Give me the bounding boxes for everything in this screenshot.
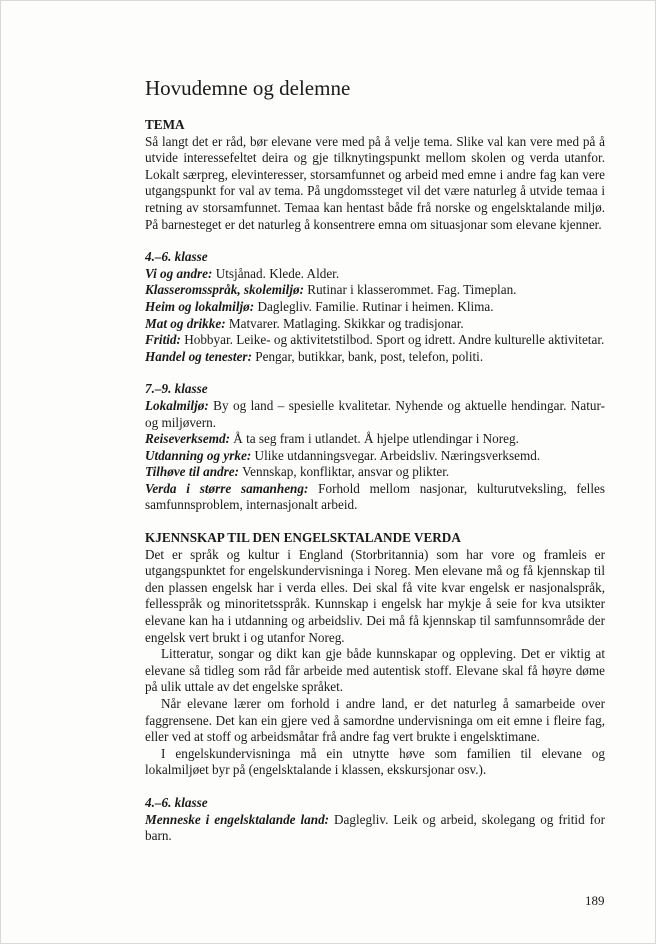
section-heading-tema: TEMA [145,117,185,132]
subheading-tema-4-6: 4.–6. klasse [145,249,208,265]
kjennskap-4-6-entry: Menneske i engelsktalande land: Daglegliv. Leik og arbeid, skolegang og fritid for barn. [145,811,605,844]
subheading-tema-7-9: 7.–9. klasse [145,381,208,397]
tema-4-6-entry: Fritid: Hobbyar. Leike- og aktivitetstilbod. Sport og idrett. Andre kulturelle aktivitetar. [145,332,605,348]
tema-7-9-entry: Reiseverksemd: Å ta seg fram i utlandet. Å hjelpe utlendingar i Noreg. [145,431,519,447]
tema-4-6-entry: Klasseromsspråk, skolemiljø: Rutinar i klasserommet. Fag. Timeplan. [145,282,517,298]
kjennskap-paragraph: Litteratur, songar og dikt kan gje både kunnskapar og oppleving. Det er viktig at elevane så tidleg som råd får arbeide med autentisk stoff. Elevane skal få høyre døme på ulik uttale av det engelske språket. [145,646,605,695]
subheading-kjennskap-4-6: 4.–6. klasse [145,794,208,810]
tema-4-6-entry: Mat og drikke: Matvarer. Matlaging. Skikkar og tradisjonar. [145,315,464,331]
tema-paragraph: Så langt det er råd, bør elevane vere med på å velje tema. Slike val kan vere med på å utvide interessefeltet deira og gje tilknytingspunkt mellom skolen og verda utanfor. Lokalt særpreg, elevinteresser, storsamfunnet og arbeid med emne i andre fag kan vere utgangspunkt for val av tema. På ungdomssteget vil det være naturleg å utvide temaa i retning av storsamfunnet. Temaa kan hentast både frå norske og engelsktalande miljø. På barnesteget er det naturleg å konsentrere emna om situasjonar som elevane kjenner. [145,133,605,232]
kjennskap-paragraph: Det er språk og kultur i England (Storbritannia) som har vore og framleis er utgangspunktet for engelskundervisninga i Noreg. Men elevane må og få kjennskap til den plassen engelsk har i verda elles. Dei skal få vite kvar engelsk er nasjonalspråk, fellesspråk og minoritetsspråk. Kunnskap i engelsk har mykje å seie for kva utsikter elevane kan ha i utdanning og arbeidsliv. Dei må få kjennskap til samfunnsområde der engelsk vert brukt i og utanfor Noreg. [145,546,605,645]
tema-4-6-entry: Heim og lokalmiljø: Daglegliv. Familie. Rutinar i heimen. Klima. [145,298,494,314]
page-title: Hovudemne og delemne [145,76,351,100]
tema-7-9-entry: Verda i større samanheng: Forhold mellom nasjonar, kulturutveksling, felles samfunnsproblem, internasjonalt arbeid. [145,480,605,513]
tema-4-6-entry: Vi og andre: Utsjånad. Klede. Alder. [145,265,340,281]
tema-7-9-entry: Utdanning og yrke: Ulike utdanningsvegar. Arbeidsliv. Næringsverksemd. [145,447,541,463]
page-number: 189 [585,893,605,908]
kjennskap-paragraph: I engelskundervisninga må ein utnytte høve som familien til elevane og lokalmiljøet byr på (engelsktalande i klassen, ekskursjonar osv.). [145,745,605,778]
tema-7-9-entry: Lokalmiljø: By og land – spesielle kvalitetar. Nyhende og aktuelle hendingar. Natur- og miljøvern. [145,397,605,430]
tema-7-9-entry: Tilhøve til andre: Vennskap, konfliktar, ansvar og plikter. [145,464,450,480]
section-heading-kjennskap: KJENNSKAP TIL DEN ENGELSKTALANDE VERDA [145,530,461,546]
tema-4-6-entry: Handel og tenester: Pengar, butikkar, bank, post, telefon, politi. [145,348,484,364]
kjennskap-paragraph: Når elevane lærer om forhold i andre land, er det naturleg å samarbeide over faggrensene. Det kan ein gjere ved å samordne undervisninga om eit emne i fleire fag, eller ved at stoff og arbeidsmåtar frå andre fag vert brukte i engelsktimane. [145,696,605,745]
page-content [145,75,605,845]
